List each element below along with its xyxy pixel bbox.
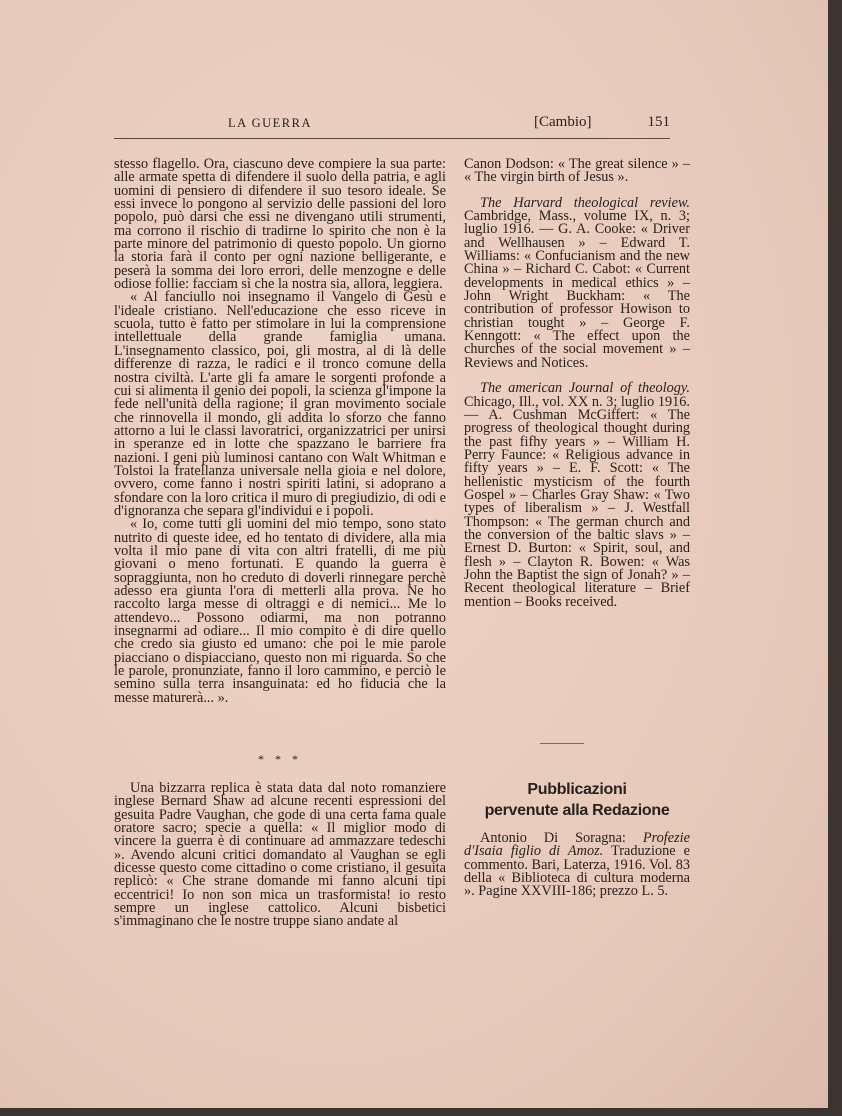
section-label: [Cambio] [534, 114, 592, 130]
journal-entry-harvard [464, 194, 690, 371]
paragraph: Una bizzarra replica è stata data dal noto romanziere inglese Bernard Shaw ad alcune recenti espressioni del gesuita Padre Vaughan, che gode di una certa fama quale oratore sacro; specie a quella: « Il miglior modo di vincere la guerra è di continuare ad ammazzare tedeschi ». Avendo alcuni critici domandato al Vaughan se egli dicesse questo come cittadino o come cristiano, il gesuita replicò: « Che strane domande mi fanno alcuni tipi eccentrici! Io non son mica un trasformista! io resto sempre un inglese cattolico. Alcuni bisbetici s'immaginano che le nostre truppe siano andate al [114, 780, 446, 930]
heading-line: Pubblicazioni [527, 781, 627, 798]
page-number: 151 [647, 114, 670, 130]
running-title: LA GUERRA [228, 116, 312, 130]
right-column [464, 158, 690, 609]
heading-line: pervenute alla Redazione [484, 802, 670, 819]
paragraph: Canon Dodson: « The great silence » – « The virgin birth of Jesus ». [464, 156, 690, 186]
journal-title: The Harvard theological review. [480, 194, 690, 211]
book-details: Traduzione e commento. Bari, Laterza, 1916. Vol. 83 della « Biblioteca di cultura moderna ». Pagine XXVIII-186; prezzo L. 5. [464, 843, 690, 900]
section-separator: * * * [258, 752, 302, 766]
journal-contents: Cambridge, Mass., volume IX, n. 3; luglio 1916. — G. A. Cooke: « Driver and Wellhausen » – Edward T. Williams: « Confucianism and the new China » – Richard C. Cabot: « Current developments in medical ethics » – John Wright Buckham: « The contribution of professor Howison to christian tought » – George F. Kenngott: « The effect upon the churches of the social movement » – Reviews and Notices. [464, 208, 690, 371]
journal-entry-american [464, 382, 690, 609]
paragraph: « Io, come tutti gli uomini del mio tempo, sono stato nutrito di queste idee, ed ho tentato di dividere, alla mia volta il mio pane di vita con altri fratelli, di me più giovani o meno fortunati. E quando la guerra è sopraggiunta, non ho creduto di doverli rinnegare perchè adesso era giunta l'ora di metterli alla prova. Ne ho raccolto larga messe di oltraggi e di nemici... Me lo attendevo... Possono odiarmi, ma non potranno insegnarmi ad odiare... Il mio compito è di dire quello che credo sia giusto ed umano: che poi le mie parole piacciano o dispiacciano, questo non mi riguarda. So che le parole, pronunziate, fanno il loro cammino, e perciò le semino sulla terra insanguinata: ed ho fiducia che la messe maturerà... ». [114, 516, 446, 706]
publications-heading [464, 779, 690, 821]
paragraph [464, 832, 690, 899]
publication-entry [464, 832, 690, 899]
running-header [114, 116, 670, 139]
book-author: Antonio Di Soragna: [480, 830, 643, 846]
paragraph: stesso flagello. Ora, ciascuno deve compiere la sua parte: alle armate spetta di difendere il suolo della patria, e agli uomini di pensiero di difendere il suo tesoro ideale. Se essi invece lo pongono al servizio delle passioni del loro popolo, può darsi che essi ne divengano utili strumenti, ma corrono il rischio di tradirne lo spirito che non è la parte minore del patrimonio di questo popolo. Un giorno la storia farà il conto per ogni nazione belligerante, e peserà la somma dei loro errori, delle menzogne e delle odiose follie: facciam sì che la nostra sia, allora, leggiera. [114, 156, 446, 293]
left-column-top [114, 158, 446, 705]
short-rule [540, 743, 584, 744]
left-column-bottom [114, 782, 446, 929]
journal-title: The american Journal of theology. [480, 380, 690, 397]
paragraph: « Al fanciullo noi insegnamo il Vangelo di Gesù e l'ideale cristiano. Nell'educazione che esso riceve in scuola, tutto è fatto per stimolare in lui la comprensione intellettuale della grande famiglia umana. L'insegnamento classico, poi, gli mostra, al di là delle differenze di razza, le radici e il tronco comune della nostra civiltà. L'arte gli fa amare le sorgenti profonde a cui si alimenta il genio dei popoli, la scienza gl'impone la fede nell'unità della ragione; il gran movimento sociale che rinnovella il mondo, gli addita lo sforzo che fanno attorno a lui le classi lavoratrici, organizzatrici per unirsi in speranze ed in lotte che spazzano le barriere fra nazioni. I geni più luminosi cantano con Walt Whitman e Tolstoi la fratellanza universale nella gioia e nel dolore, ovvero, come fanno i nostri spiriti latini, si adoprano a sfondare con la loro critica il muro di pregiudizio, di odi e d'ignoranza che separa gl'individui e i popoli. [114, 289, 446, 519]
journal-contents: Chicago, Ill., vol. XX n. 3; luglio 1916. — A. Cushman McGiffert: « The progress of theological thought during the past fifhy years » – William H. Perry Faunce: « Religious advance in fifty years » – E. F. Scott: « The hellenistic mysticism of the fourth Gospel » – Charles Gray Shaw: « Two types of liberalism » – J. Westfall Thompson: « The german church and the conversion of the baltic slavs » – Ernest D. Burton: « Spirit, soul, and flesh » – Clayton R. Bowen: « Was John the Baptist the sign of Jonah? » – Recent theological literature – Brief mention – Books received. [464, 393, 690, 610]
book-title: Profezie d'Isaia figlio di Amoz. [464, 830, 690, 860]
